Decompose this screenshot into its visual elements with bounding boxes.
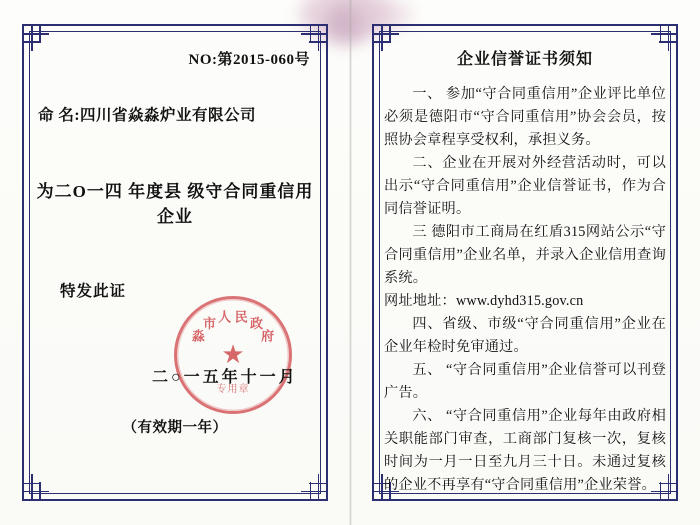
certificate-right-page [350, 0, 700, 525]
document-number: NO:第2015-060号 [188, 52, 310, 68]
notice-paragraph: 六、 “守合同重信用”企业每年由政府相关职能部门审查，工商部门复核一次，复核时间为一月一日至九月三十日。未通过复核的企业不再享有“守合同重信用”企业荣誉。 [384, 408, 666, 493]
award-title: 为二O一四 年度县 级守合同重信用企业 [36, 182, 314, 226]
right-page-content [384, 34, 666, 491]
issue-date: 二○一五年十一月 [152, 369, 298, 386]
notice-paragraph: 二、企业在开展对外经营活动时，可以出示“守合同重信用”企业信誉证书，作为合同信誉证明。 [384, 155, 666, 217]
seal-bottom-text: 专用章 [216, 384, 250, 395]
issue-statement: 特发此证 [60, 283, 127, 300]
notice-paragraph: 三 德阳市工商局在红盾315网站公示“守合同重信用”企业名单，并录入企业信用查询系统。 [384, 224, 666, 286]
notice-paragraph: 五、 “守合同重信用”企业信誉可以刊登广告。 [384, 362, 666, 401]
validity-note: （有效期一年） [122, 420, 228, 436]
seal-ring-text: 淼 市 人 民 政 府 [191, 309, 275, 344]
notice-title: 企业信誉证书须知 [456, 51, 593, 68]
notice-paragraph: 一、 参加“守合同重信用”企业评比单位必须是德阳市“守合同重信用”协会会员，按照协会章程享受权利，承担义务。 [384, 86, 666, 148]
notice-paragraph: 四、省级、市级“守合同重信用”企业在企业年检时免审通过。 [384, 316, 666, 355]
notice-paragraph-list [384, 83, 666, 497]
left-page-content [34, 34, 316, 491]
official-seal-stamp [174, 296, 292, 414]
seal-star-icon: ★ [221, 340, 245, 369]
company-name-line: 命 名:四川省焱淼炉业有限公司 [38, 107, 257, 124]
notice-paragraph: 网址地址：www.dyhd315.gov.cn [384, 293, 584, 309]
